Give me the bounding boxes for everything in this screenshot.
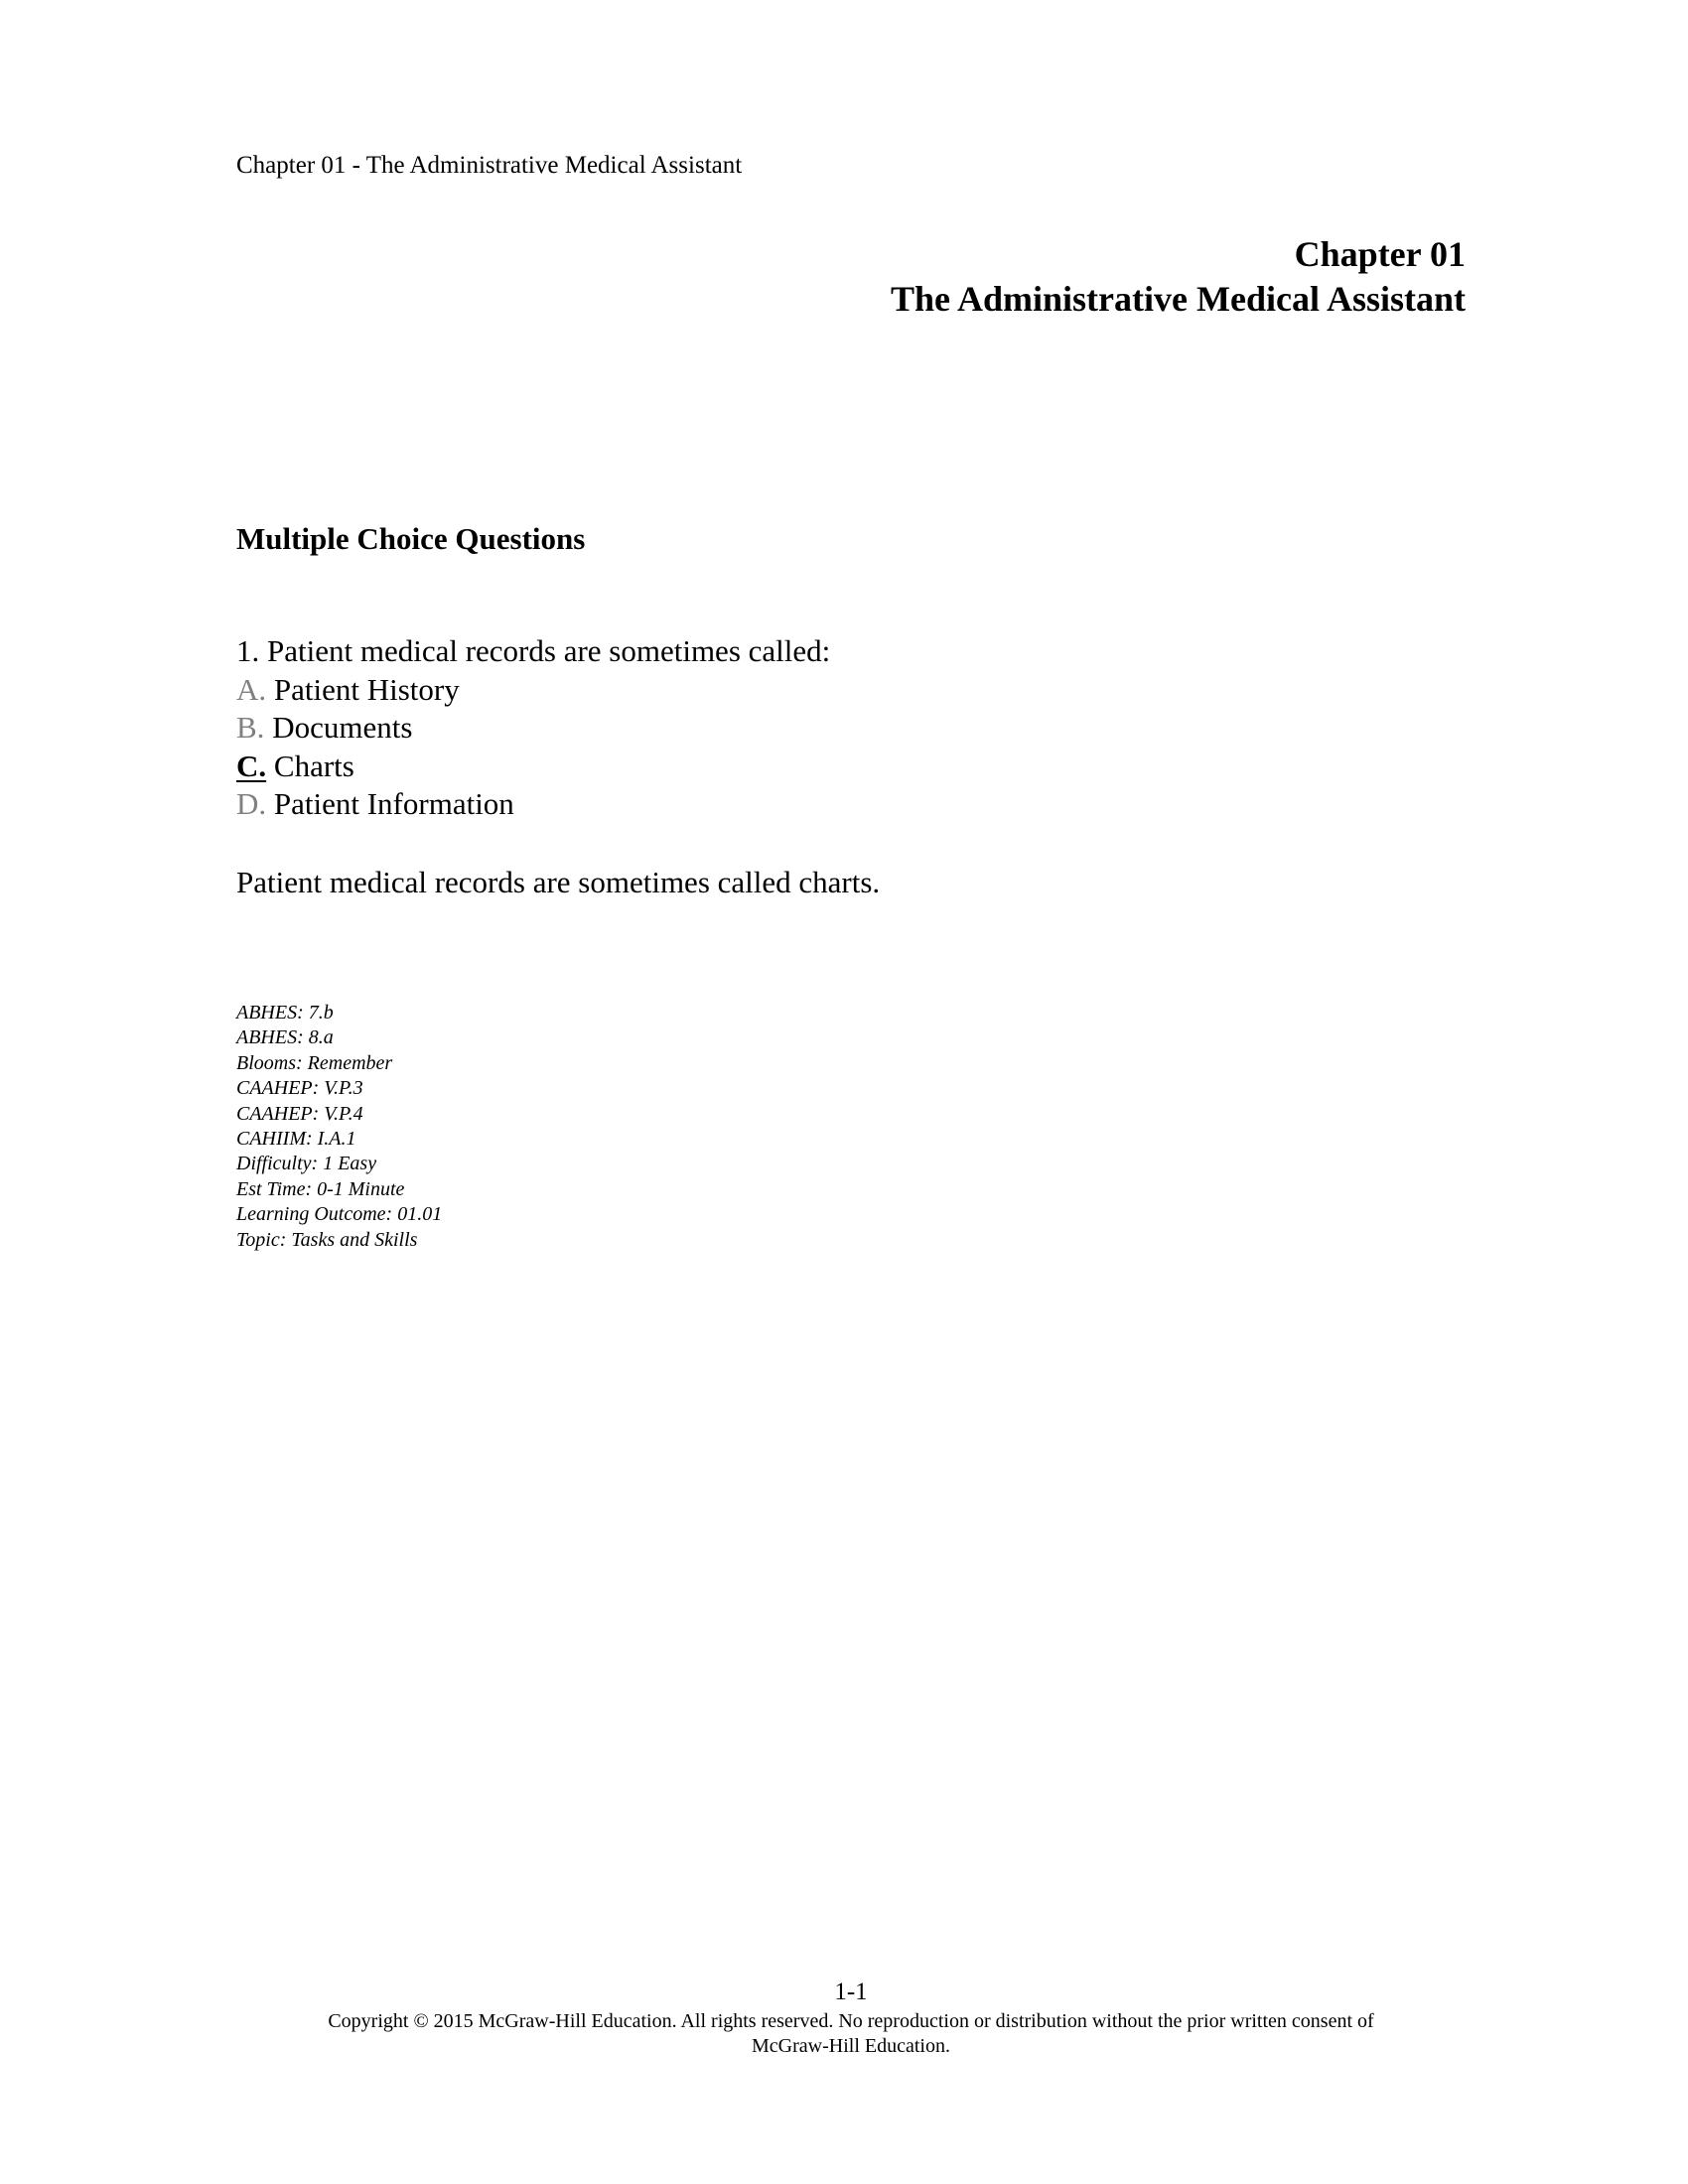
tag-item: Learning Outcome: 01.01 [236,1203,443,1226]
tag-item: Difficulty: 1 Easy [236,1153,377,1175]
tag-item: Topic: Tasks and Skills [236,1228,418,1251]
option-a [236,671,830,710]
chapter-title: The Administrative Medical Assistant [890,279,1466,319]
option-b [236,709,830,748]
option-c [236,748,830,786]
chapter-number: Chapter 01 [1294,234,1466,274]
copyright-notice [0,2009,1688,2059]
tag-item: ABHES: 8.a [236,1026,334,1049]
option-b-text: Documents [264,710,413,745]
option-a-text: Patient History [266,671,460,707]
question-stem: 1. Patient medical records are sometimes called: [236,633,831,668]
copyright-line-1: Copyright © 2015 McGraw-Hill Education. All rights reserved. No reproduction or distribution without the prior written consent of [328,2010,1374,2032]
question-block [236,632,830,824]
answer-explanation: Patient medical records are sometimes called charts. [236,865,881,899]
chapter-title-block [891,232,1466,322]
option-b-letter: B. [236,710,265,745]
tag-item: Est Time: 0-1 Minute [236,1177,405,1200]
copyright-line-2: McGraw-Hill Education. [752,2035,950,2057]
running-header: Chapter 01 - The Administrative Medical Assistant [236,152,743,179]
option-c-letter-correct-answer: C. [236,748,267,783]
tag-item: CAAHEP: V.P.3 [236,1077,363,1100]
section-heading: Multiple Choice Questions [236,521,586,556]
tag-item: ABHES: 7.b [236,1002,334,1024]
option-a-letter: A. [236,671,267,707]
tag-item: CAAHEP: V.P.4 [236,1102,363,1125]
question-tags [236,1001,442,1253]
option-d-text: Patient Information [266,786,514,821]
tag-item: CAHIIM: I.A.1 [236,1128,356,1151]
option-d [236,785,830,824]
page-number: 1-1 [834,1979,868,2005]
tag-item: Blooms: Remember [236,1051,393,1074]
option-d-letter: D. [236,786,267,821]
option-c-text: Charts [266,748,354,783]
